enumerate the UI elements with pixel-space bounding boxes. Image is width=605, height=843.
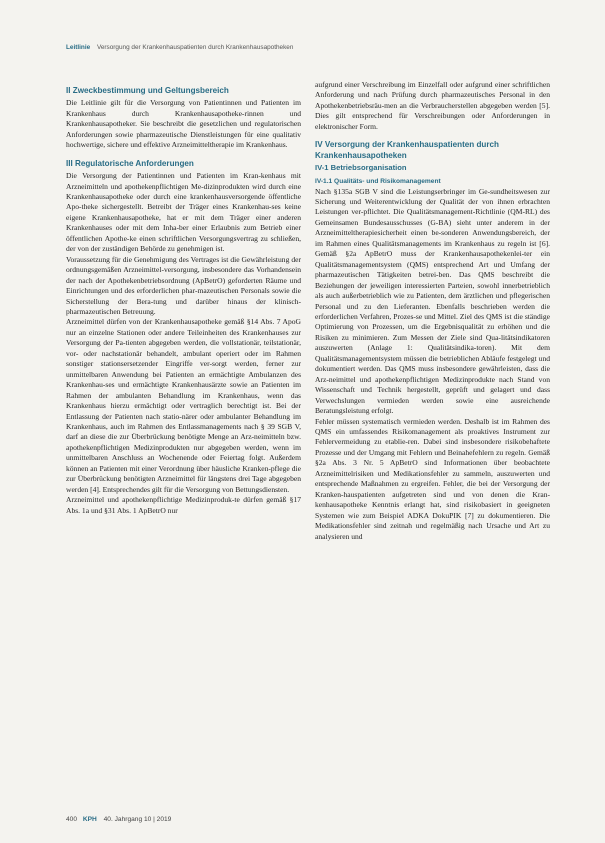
right-column [315, 80, 550, 542]
paragraph-scope: Die Leitlinie gilt für die Versorgung von Patientinnen und Patienten im Krankenhaus durch Krankenhausapotheke-rinnen und Krankenhausapotheker. Sie beschreibt die gesetzlichen und regulatorischen Anforderungen sowie pharmazeutische Dienstleistungen für eine qualitativ hochwertige, sichere und effektive Arzneimitteltherapie im Krankenhaus. [66, 98, 301, 150]
footer-brand: KPH [82, 816, 97, 823]
section-heading-supply: IV Versorgung der Krankenhauspatienten durch Krankenhausapotheken [315, 140, 499, 160]
running-header [66, 44, 546, 51]
paragraph-continued: aufgrund einer Verschreibung im Einzelfall oder aufgrund einer schriftlichen Anforderung und nach Prüfung durch pharmazeutisches Personal in den Apothekenbetriebsräu-men an die Verbraucherstellen abgegeben werden [5]. Dies gilt entsprechend für Verschreibungen oder Anforderungen in elektronischer Form. [315, 80, 550, 131]
header-brand: Leitlinie [66, 44, 91, 51]
paragraph-quality-2: Fehler müssen systematisch vermieden werden. Deshalb ist im Rahmen des QMS ein umfassendes Risikomanagement als proaktives Instrument zur Fehlervermeidung zu etablie-ren. Dabei sind insbesondere risikobehaftete Prozesse und der Umgang mit Fehlern und Beinahefehlern zu regeln. Gemäß §2a Abs. 3 Nr. 5 ApBetrO sind Informationen über beobachtete Arzneimittelrisiken und Medikationsfehler zu sammeln, auszuwerten und entsprechende Maßnahmen zu ergreifen. Fehler, die bei der Versorgung der Kranken-hauspatienten aufgetreten sind und von denen die Kran-kenhausapotheke Kenntnis erlangt hat, sind risikobasiert in geeigneten Systemen wie zum Beispiel ADKA DokuPIK [7] zu dokumentieren. Die Medikationsfehler sind zeitnah und regelmäßig nach Ursache und Art zu analysieren und [315, 416, 550, 541]
subsection-heading-organisation: IV-1 Betriebsorganisation [315, 163, 407, 173]
paragraph-regulatory-3: Arzneimittel dürfen von der Krankenhausapotheke gemäß §14 Abs. 7 ApoG nur an einzelne Stationen oder andere Teileinheiten des Krankenhauses zur Versorgung der Pa-tienten abgegeben werden, die vollstationär, teilstationär, vor- oder nachstationär behandelt, ambulant operiert oder im Rahmen sonstiger stationsersetzender Eingriffe ver-sorgt werden, ferner zur unmittelbaren Anwendung bei Patienten an ermächtigte Ambulanzen des Krankenhau-ses und ermächtigte Krankenhausärzte sowie an Patienten im Rahmen der ambulanten Behandlung im Krankenhaus, wenn das Krankenhaus hierzu ermächtigt oder vertraglich berechtigt ist. Bei der Entlassung der Patienten nach statio-närer oder ambulanter Behandlung im Krankenhaus, auch im Rahmen des Entlassmanagements nach § 39 SGB V, darf an diese die zur Überbrückung benötigte Menge an Arz-neimitteln bzw. apothekenpflichtigen Medizinprodukten nur abgegeben werden, wenn im unmittelbaren Anschluss an Wochenende oder Feiertag folgt. Außerdem können an Patienten mit einer Verordnung über häusliche Kranken-pflege die zur Überbrückung benötigten Arzneimittel für längstens drei Tage abgegeben werden [4]. Entsprechendes gilt für die Versorgung von Bettungsdiensten. [66, 317, 301, 494]
paragraph-regulatory-4: Arzneimittel und apothekenpflichtige Medizinproduk-te dürfen gemäß §17 Abs. 1a und §31 Abs. 1 ApBetrO nur [66, 495, 301, 515]
left-column [66, 86, 301, 516]
issue-info: 40. Jahrgang 10 | 2019 [103, 816, 172, 823]
paragraph-regulatory-2: Voraussetzung für die Genehmigung des Vertrages ist die Gewährleistung der ordnungsgemäßen Arzneimittel-versorgung, insbesondere das Vorhandensein der nach der Apothekenbetriebsordnung (ApBetrO) geforderten Räume und Einrichtungen und des erforderlichen phar-mazeutischen Personals sowie die Sicherstellung der Bera-tung und darüber hinaus der klinisch-pharmazeutischen Betreuung. [66, 254, 301, 316]
section-heading-regulatory: III Regulatorische Anforderungen [66, 158, 194, 168]
section-heading-scope: II Zweckbestimmung und Geltungsbereich [66, 86, 229, 95]
page-number: 400 [66, 816, 78, 823]
subsubsection-heading-quality: IV-1.1 Qualitäts- und Risikomanagement [315, 178, 441, 186]
page-footer [66, 816, 171, 823]
paragraph-quality-1: Nach §135a SGB V sind die Leistungserbringer im Ge-sundheitswesen zur Sicherung und Weiterentwicklung der Qualität der von ihnen erbrachten Leistungen ver-pflichtet. Die Qualitätsmanagement-Richtlinie (QM-RL) des Gemeinsamen Bundesausschusses (G-BA) sieht unter anderem in der Arzneimitteltherapiesicherheit einen be-sonderen Anwendungsbereich, der im Rahmen eines Qualitätsmanagements im Krankenhaus zu regeln ist [6]. Gemäß §2a ApBetrO muss der Krankenhausapothekenlei-ter ein Qualitätsmanagementsystem (QMS) entsprechend Art und Umfang der pharmazeutischen Tätigkeiten betrei-ben. Das QMS beschreibt die Beziehungen der jeweiligen interessierten Parteien, sowohl innerbetrieblich als auch außerbetrieblich wie zu Patienten, dem ärztlichen und pflegerischen Personal und zu den Lieferanten. Ebenfalls beschrieben werden die erforderlichen Verfahren, Prozes-se und Mittel. Ziel des QMS ist die ständige Optimierung von Prozessen, um die Ergebnisqualität zu erhöhen und die Risiken zu minimieren. Zum Messen der Ziele sind Qua-litätsindikatoren auszuwerten (Anlage 1: Qualitätsindika-toren). Mit dem Qualitätsmanagementsystem müssen die betrieblichen Abläufe festgelegt und dokumentiert werden. Das QMS muss insbesondere gewährleisten, dass die Arz-neimittel und apothekenpflichtigen Medizinprodukte nach Stand von Wissenschaft und Technik hergestellt, geprüft und gelagert und dass Verwechslungen vermieden werden sowie eine ausreichende Beratungsleistung erfolgt. [315, 186, 550, 416]
header-subtitle: Versorgung der Krankenhauspatienten durch Krankenhausapotheken [96, 44, 294, 51]
paragraph-regulatory-1: Die Versorgung der Patientinnen und Patienten im Kran-kenhaus mit Arzneimitteln und apothekenpflichtigen Me-dizinprodukten wird durch eine Krankenhausapotheke oder durch eine krankenhausversorgende öffentliche Apo-theke sichergestellt. Betreibt der Träger eines Krankenhau-ses keine eigene Krankenhausapotheke, hat er mit dem Träger einer anderen Krankenhauses oder mit dem Inha-ber einer Erlaubnis zum Betrieb einer öffentlichen Apothe-ke einen schriftlichen Versorgungsvertrag zu schließen, der von der zuständigen Behörde zu genehmigen ist. [66, 171, 301, 254]
